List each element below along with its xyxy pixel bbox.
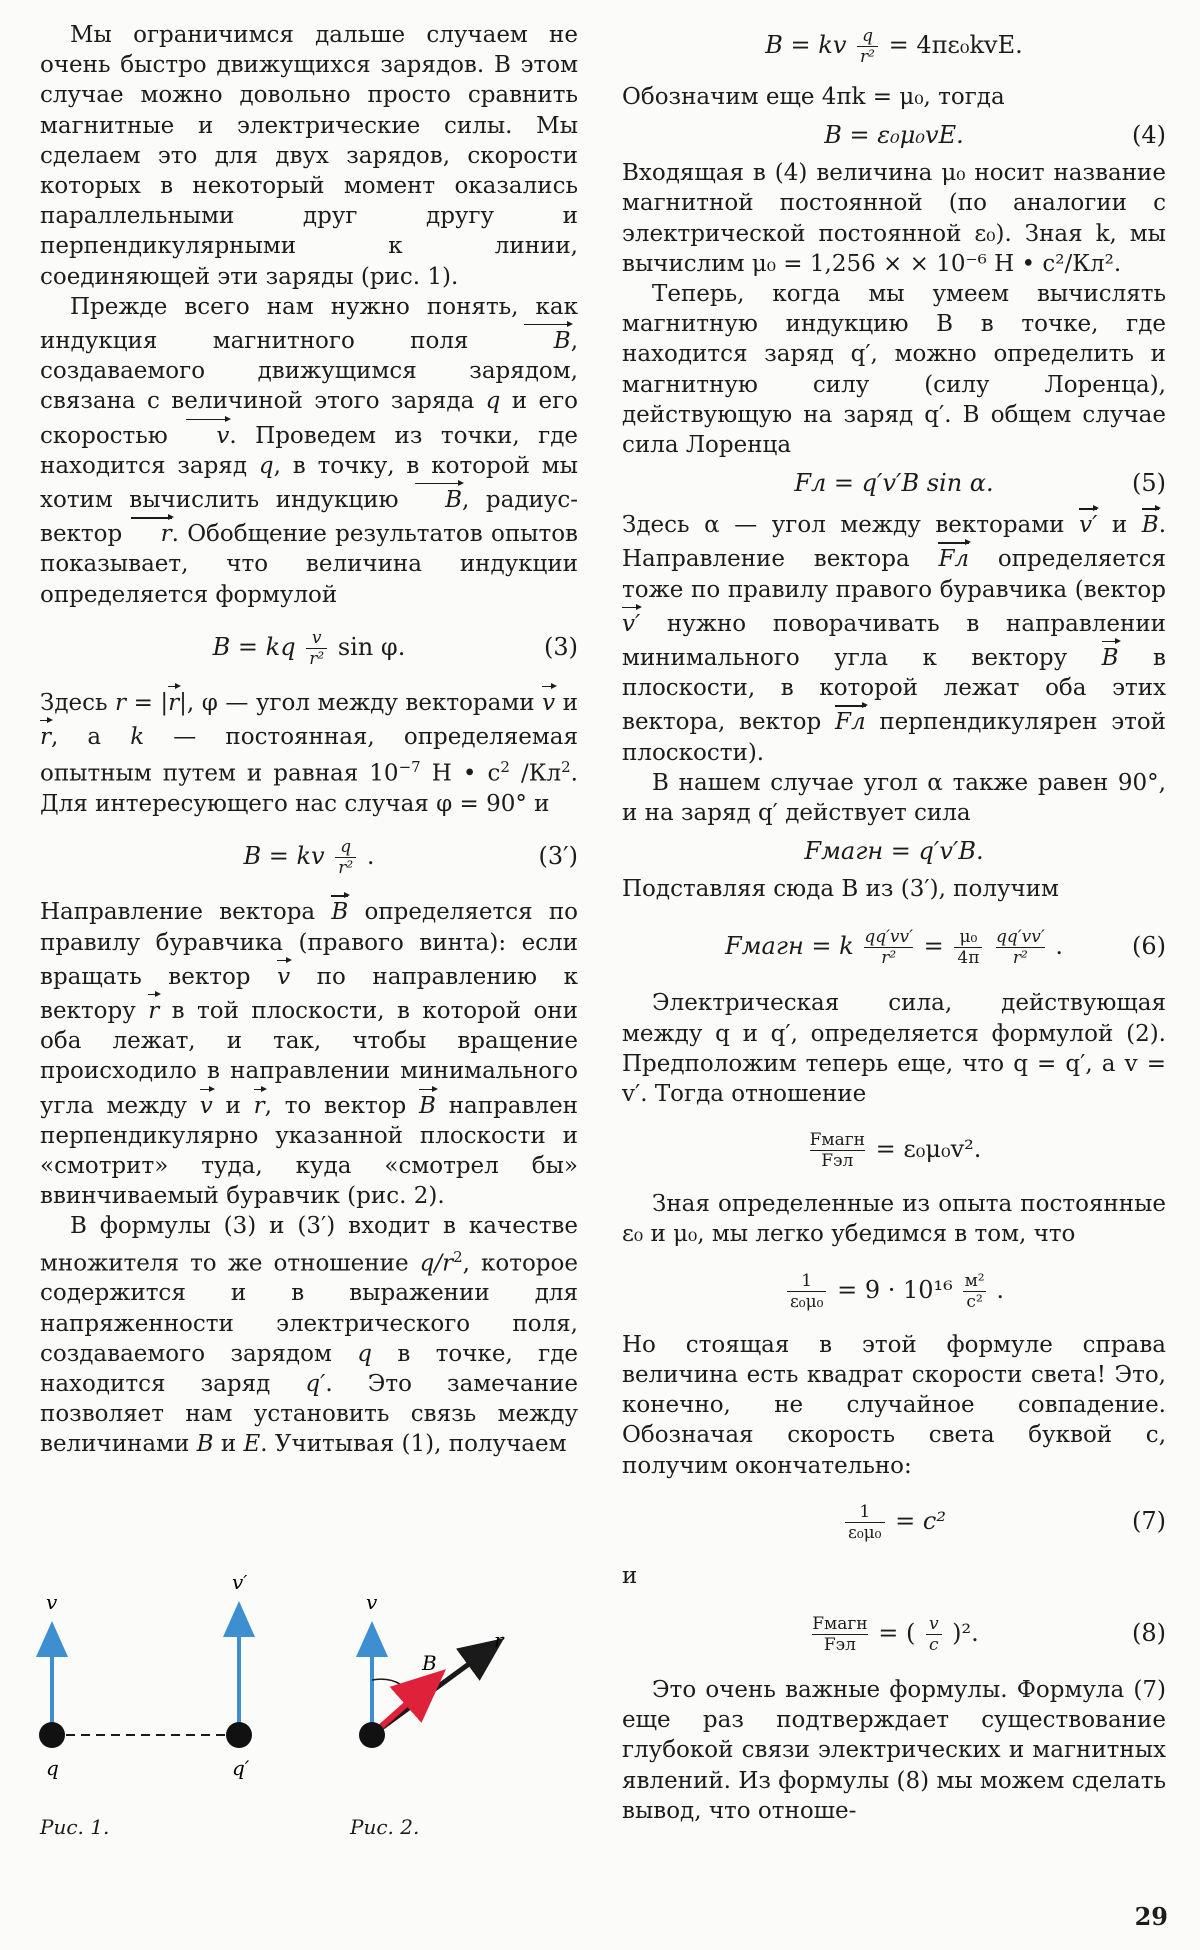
label-v-prime: v′ [232, 1575, 248, 1594]
formula-6: Fмагн = k $\frac{qq'vv'}{\text{r²}}$ = $\frac{\text{μ₀}}{4\pi}$ $\frac{qq'vv'}{\text{r²}}$ . (6) [622, 916, 1166, 976]
formula-number: (3) [544, 632, 578, 661]
formula-light-speed-value: $\frac{1}{\text{ε₀μ₀}}$ = 9 · 10¹⁶ $\frac{\text{м²}}{\text{с²}}$ . [622, 1262, 1166, 1318]
formula-number: (5) [1132, 469, 1166, 498]
label-q-prime: q′ [232, 1756, 250, 1780]
paragraph: В нашем случае угол α также равен 90°, и на заряд q′ действует сила [622, 769, 1166, 827]
figure-2-caption: Рис. 2. [350, 1815, 420, 1839]
label-q: q [46, 1756, 59, 1780]
induction-vector-B [376, 1685, 428, 1731]
label-B: B [422, 1651, 437, 1675]
formula-number: (8) [1132, 1618, 1166, 1647]
rotation-arc [372, 1679, 414, 1700]
paragraph: В формулы (3) и (3′) входит в качестве множителя то же отношение $q/r^2$, которое содержится и в выражении для напряженности электрического поля, создаваемого зарядом q в точке, где находится заряд q′. Это замечание позволяет нам установить связь между величинами B и E. Учитывая (1), получаем [40, 1213, 578, 1458]
formula-8: $\frac{\text{Fмагн}}{\text{Fэл}}$ = ( $\frac{v}{c}$ )². (8) [622, 1603, 1166, 1663]
paragraph: Направление вектора B определяется по правилу буравчика (правого винта): если вращать вектор v по направлению к вектору r в той плоскости, в которой они оба лежат, и так, чтобы вращение происходило в направлении минимального угла между v и r, то вектор B направлен перпендикулярно указанной плоскости и «смотрит» туда, куда «смотрел бы» ввинчиваемый буравчик (рис. 2). [40, 893, 578, 1211]
formula-force-ratio: $\frac{\text{Fмагн}}{\text{Fэл}}$ = ε₀μ₀v². [809, 1130, 982, 1172]
paragraph: Зная определенные из опыта постоянные ε₀ и μ₀, мы легко убедимся в том, что [622, 1191, 1166, 1248]
paragraph: Но стоящая в этой формуле справа величина есть квадрат скорости света! Это, конечно, не случайное совпадение. Обозначая скорость света буквой c, получим окончательно: [622, 1331, 1166, 1479]
formula-4: B = ε₀μ₀vE. (4) [824, 121, 1166, 150]
paragraph: Здесь α — угол между векторами v′ и B. Направление вектора Fл определяется тоже по правилу правого буравчика (вектор v′ нужно поворачивать в направлении минимального угла к вектору B в плоскости, в которой лежат оба этих вектора, вектор Fл перпендикулярен этой плоскости). [622, 506, 1166, 768]
formula-B-E: B = kv $\frac{q}{\text{r²}}$ = 4πε₀kvE. [765, 26, 1023, 67]
vector-B: B [415, 481, 462, 515]
vector-v: v [186, 417, 229, 451]
page-number: 29 [1134, 1902, 1168, 1931]
right-column [622, 20, 1166, 1826]
formula-number: (4) [1132, 121, 1166, 150]
paragraph: Мы ограничимся дальше случаем не очень быстро движущихся зарядов. В этом случае можно довольно просто сравнить магнитные и электрические силы. Мы сделаем это для двух зарядов, скорости которых в некоторый момент оказались параллельными друг другу и перпендикулярными к линии, соединяющей эти заряды (рис. 1). [40, 22, 578, 290]
figures-svg [36, 1575, 596, 1815]
paragraph: Подставляя сюда B из (3′), получим [622, 876, 1059, 903]
paragraph: Обозначим еще 4πk = μ₀, тогда [622, 84, 1005, 110]
formula-3-prime: B = kv $\frac{q}{\text{r²}}$ . (3′) [40, 831, 578, 881]
vector-B: B [524, 322, 571, 356]
paragraph: Электрическая сила, действующая между q и q′, определяется формулой (2). Предположим теперь еще, что q = q′, а v = v′. Тогда отношение [622, 990, 1166, 1108]
vector-r: r [131, 515, 172, 549]
formula-3: B = kq $\frac{v}{\text{r²}}$ sin φ. (3) [40, 622, 578, 672]
paragraph: Входящая в (4) величина μ₀ носит название магнитной постоянной (по аналогии с электрической постоянной ε₀). Зная k, мы вычислим μ₀ = 1,256 × × 10⁻⁶ Н • с²/Кл². [622, 160, 1166, 277]
left-column [40, 20, 578, 1460]
label-v: v [366, 1590, 378, 1614]
paragraph: Прежде всего нам нужно понять, как индукция магнитного поля B, создаваемого движущимся зарядом, связана с величиной этого заряда q и его скоростью v. Проведем из точки, где находится заряд q, в точку, в которой мы хотим вычислить индукцию B, радиус-вектор r. Обобщение результатов опытов показывает, что величина индукции определяется формулой [40, 293, 578, 608]
figures [36, 1575, 596, 1835]
formula-5: Fл = q′v′B sin α. (5) [794, 469, 1166, 498]
conjunction: и [622, 1562, 638, 1589]
label-r: r [494, 1628, 504, 1652]
formula-7: $\frac{1}{\text{ε₀μ₀}}$ = c² (7) [622, 1493, 1166, 1549]
charge-q [39, 1722, 65, 1748]
paragraph: Это очень важные формулы. Формула (7) еще раз подтверждает существование глубокой связи электрических и магнитных явлений. Из формулы (8) мы можем сделать вывод, что отноше- [622, 1676, 1166, 1824]
label-v: v [46, 1590, 58, 1614]
formula-magnetic-force: Fмагн = q′v′B. [804, 837, 984, 866]
charge-q-prime [226, 1722, 252, 1748]
formula-number: (6) [1132, 932, 1166, 961]
charge [359, 1722, 385, 1748]
paragraph: Здесь r = |r|, φ — угол между векторами v и r, а k — постоянная, определяемая опытным путем и равная $10^{-7}$ Н • $с^2$ $/Кл^2$. Для интересующего нас случая φ = 90° и [40, 684, 578, 819]
figure-1-caption: Рис. 1. [40, 1815, 110, 1839]
formula-number: (3′) [538, 842, 578, 871]
paragraph: Теперь, когда мы умеем вычислять магнитную индукцию B в точке, где находится заряд q′, можно определить и магнитную силу (силу Лоренца), действующую на заряд q′. В общем случае сила Лоренца [622, 281, 1166, 459]
formula-number: (7) [1132, 1506, 1166, 1535]
